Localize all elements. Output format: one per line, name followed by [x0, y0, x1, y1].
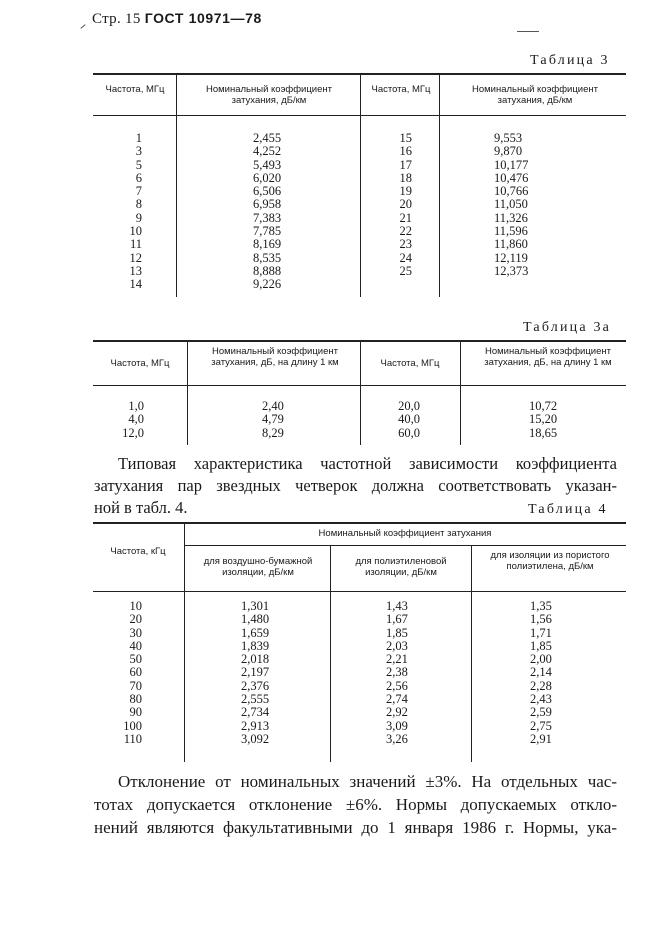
table-cell: 5,493 [253, 157, 282, 172]
table-cell: 100 [123, 718, 142, 733]
table4-header-poly: для полиэтиленовой изоляции, дБ/км [355, 556, 447, 578]
table-cell: 1 [135, 131, 142, 145]
table-cell: 2,376 [241, 678, 270, 693]
table3-header-freq-left: Частота, МГц [105, 84, 165, 95]
table-cell: 3,092 [241, 731, 270, 746]
table-cell: 2,91 [530, 731, 552, 746]
table3a-coef-right-column [529, 400, 557, 440]
table-cell: 50 [129, 652, 142, 667]
scan-mark [517, 31, 539, 32]
table3a-coef-left-column [262, 400, 284, 440]
table-cell: 4,79 [262, 412, 284, 427]
table-cell: 2,455 [253, 131, 282, 145]
table4-freq-column [112, 600, 142, 746]
table-cell: 1,659 [241, 625, 270, 640]
table3-freq-right-column [390, 132, 412, 278]
table-cell: 1,67 [386, 612, 408, 627]
table-cell: 2,00 [530, 652, 552, 667]
table-cell: 2,018 [241, 652, 270, 667]
table-cell: 1,35 [530, 599, 552, 613]
table-cell: 24 [399, 250, 412, 265]
table-cell: 23 [399, 237, 412, 252]
table-cell: 12,119 [494, 250, 528, 265]
table-cell: 9,553 [494, 131, 523, 145]
table-cell: 1,839 [241, 638, 270, 653]
table-cell: 3,26 [386, 731, 408, 746]
table-cell: 1,43 [386, 599, 408, 613]
table-cell: 15,20 [529, 412, 558, 427]
table-cell: 90 [129, 705, 142, 720]
page-header [92, 10, 262, 28]
table4-header-freq: Частота, кГц [110, 546, 166, 557]
table-cell: 10 [129, 224, 142, 239]
table-cell: 2,40 [262, 399, 284, 413]
table-cell: 13 [129, 263, 142, 278]
table-cell: 10,72 [529, 399, 558, 413]
table-cell: 11 [129, 237, 142, 252]
paragraph-line: Отклонение от номинальных значений ±3%. На отдельных час- [118, 772, 617, 791]
scan-mark [80, 24, 85, 29]
table-cell: 2,43 [530, 692, 552, 707]
table-cell: 9,226 [253, 277, 282, 292]
table-cell: 80 [129, 692, 142, 707]
table-cell: 20 [399, 197, 412, 212]
table3-header-coef-right: Номинальный коэффициент затухания, дБ/км [472, 84, 598, 106]
table3a-header-freq-left: Частота, МГц [110, 358, 170, 369]
table-cell: 12,0 [122, 425, 144, 440]
table-cell: 2,92 [386, 705, 408, 720]
table-cell: 10,476 [494, 170, 529, 185]
table-cell: 5 [135, 157, 142, 172]
table3-header-freq-right: Частота, МГц [371, 84, 431, 95]
paragraph-line: затухания пар звездных четверок должна соответствовать указан- [94, 476, 617, 495]
table-cell: 15 [399, 131, 412, 145]
table-cell: 2,03 [386, 638, 408, 653]
table4-header-paper: для воздушно-бумажной изоляции, дБ/км [203, 556, 313, 578]
table-cell: 4,0 [128, 412, 144, 427]
table-cell: 11,596 [494, 224, 528, 239]
table-cell: 3 [135, 144, 142, 159]
table3a-header-freq-right: Частота, МГц [380, 358, 440, 369]
table3-caption: Таблица 3 [530, 53, 610, 68]
table-cell: 2,734 [241, 705, 270, 720]
table-cell: 11,860 [494, 237, 528, 252]
table-cell: 2,28 [530, 678, 552, 693]
table4-header-group: Номинальный коэффициент затухания [318, 528, 492, 539]
table4-paper-column [241, 600, 269, 746]
table-cell: 12,373 [494, 263, 529, 278]
table-cell: 7 [135, 184, 142, 199]
table-cell: 70 [129, 678, 142, 693]
table-cell: 6 [135, 170, 142, 185]
table-cell: 2,38 [386, 665, 408, 680]
table-cell: 16 [399, 144, 412, 159]
table-cell: 2,59 [530, 705, 552, 720]
table3a-header-coef-right: Номинальный коэффициент затухания, дБ, на длину 1 км [484, 346, 612, 368]
table-cell: 6,958 [253, 197, 282, 212]
table-cell: 3,09 [386, 718, 408, 733]
table4-foam-column [530, 600, 552, 746]
table-cell: 21 [399, 210, 412, 225]
table3a-freq-right-column [366, 400, 420, 440]
table-cell: 1,85 [530, 638, 552, 653]
table-cell: 8,888 [253, 263, 282, 278]
table-cell: 8,29 [262, 425, 284, 440]
table-cell: 7,383 [253, 210, 282, 225]
table-cell: 30 [129, 625, 142, 640]
table-cell: 8,169 [253, 237, 282, 252]
table-cell: 1,301 [241, 599, 270, 613]
table-cell: 60,0 [398, 425, 420, 440]
page-number: Стр. 15 [92, 11, 141, 27]
table-cell: 20 [129, 612, 142, 627]
table-cell: 2,555 [241, 692, 270, 707]
table-cell: 8,535 [253, 250, 282, 265]
paragraph-line: нений являются факультативными до 1 января 1986 г. Нормы, ука- [94, 818, 617, 837]
table-cell: 6,506 [253, 184, 282, 199]
paragraph-line: Типовая характеристика частотной зависимости коэффициента [118, 454, 617, 473]
table3-coef-left-column [253, 132, 281, 292]
table-cell: 1,85 [386, 625, 408, 640]
table-cell: 40,0 [398, 412, 420, 427]
table4-poly-column [386, 600, 408, 746]
table-cell: 2,21 [386, 652, 408, 667]
table-cell: 2,14 [530, 665, 552, 680]
table3-header-coef-left: Номинальный коэффициент затухания, дБ/км [206, 84, 332, 106]
table3a-header-coef-left: Номинальный коэффициент затухания, дБ, на длину 1 км [211, 346, 339, 368]
table-cell: 2,197 [241, 665, 270, 680]
table-cell: 19 [399, 184, 412, 199]
table-cell: 11,326 [494, 210, 528, 225]
table-cell: 10,766 [494, 184, 529, 199]
table3-freq-left-column [120, 132, 142, 292]
table-cell: 9 [135, 210, 142, 225]
table3a-freq-left-column [98, 400, 144, 440]
table-cell: 22 [399, 224, 412, 239]
table-cell: 11,050 [494, 197, 528, 212]
table-cell: 20,0 [398, 399, 420, 413]
table-cell: 9,870 [494, 144, 523, 159]
paragraph-deviation [94, 770, 617, 839]
table-cell: 6,020 [253, 170, 282, 185]
table-cell: 18 [399, 170, 412, 185]
table-cell: 1,56 [530, 612, 552, 627]
table4-header-foam: для изоляции из пористого полиэтилена, дБ/км [490, 550, 610, 572]
table-cell: 110 [123, 731, 142, 746]
table-cell: 10,177 [494, 157, 529, 172]
table-cell: 2,74 [386, 692, 408, 707]
table-cell: 60 [129, 665, 142, 680]
table-cell: 7,785 [253, 224, 282, 239]
table-cell: 25 [399, 263, 412, 278]
paragraph-line: тотах допускается отклонение ±6%. Нормы допускаемых откло- [94, 795, 617, 814]
table3a-caption: Таблица 3а [523, 320, 612, 335]
table-cell: 2,75 [530, 718, 552, 733]
table-cell: 1,71 [530, 625, 552, 640]
table-cell: 2,56 [386, 678, 408, 693]
table-cell: 1,0 [128, 399, 144, 413]
table-cell: 40 [129, 638, 142, 653]
table4-caption: Таблица 4 [528, 502, 608, 517]
paragraph-line: ной в табл. 4. [94, 498, 188, 517]
table3-coef-right-column [494, 132, 528, 278]
table-cell: 12 [129, 250, 142, 265]
gost-number: ГОСТ 10971—78 [144, 10, 262, 26]
table-cell: 18,65 [529, 425, 558, 440]
table-cell: 1,480 [241, 612, 270, 627]
table-cell: 10 [129, 599, 142, 613]
table-cell: 8 [135, 197, 142, 212]
table-cell: 4,252 [253, 144, 282, 159]
table-cell: 2,913 [241, 718, 270, 733]
table-cell: 17 [399, 157, 412, 172]
table-cell: 14 [129, 277, 142, 292]
